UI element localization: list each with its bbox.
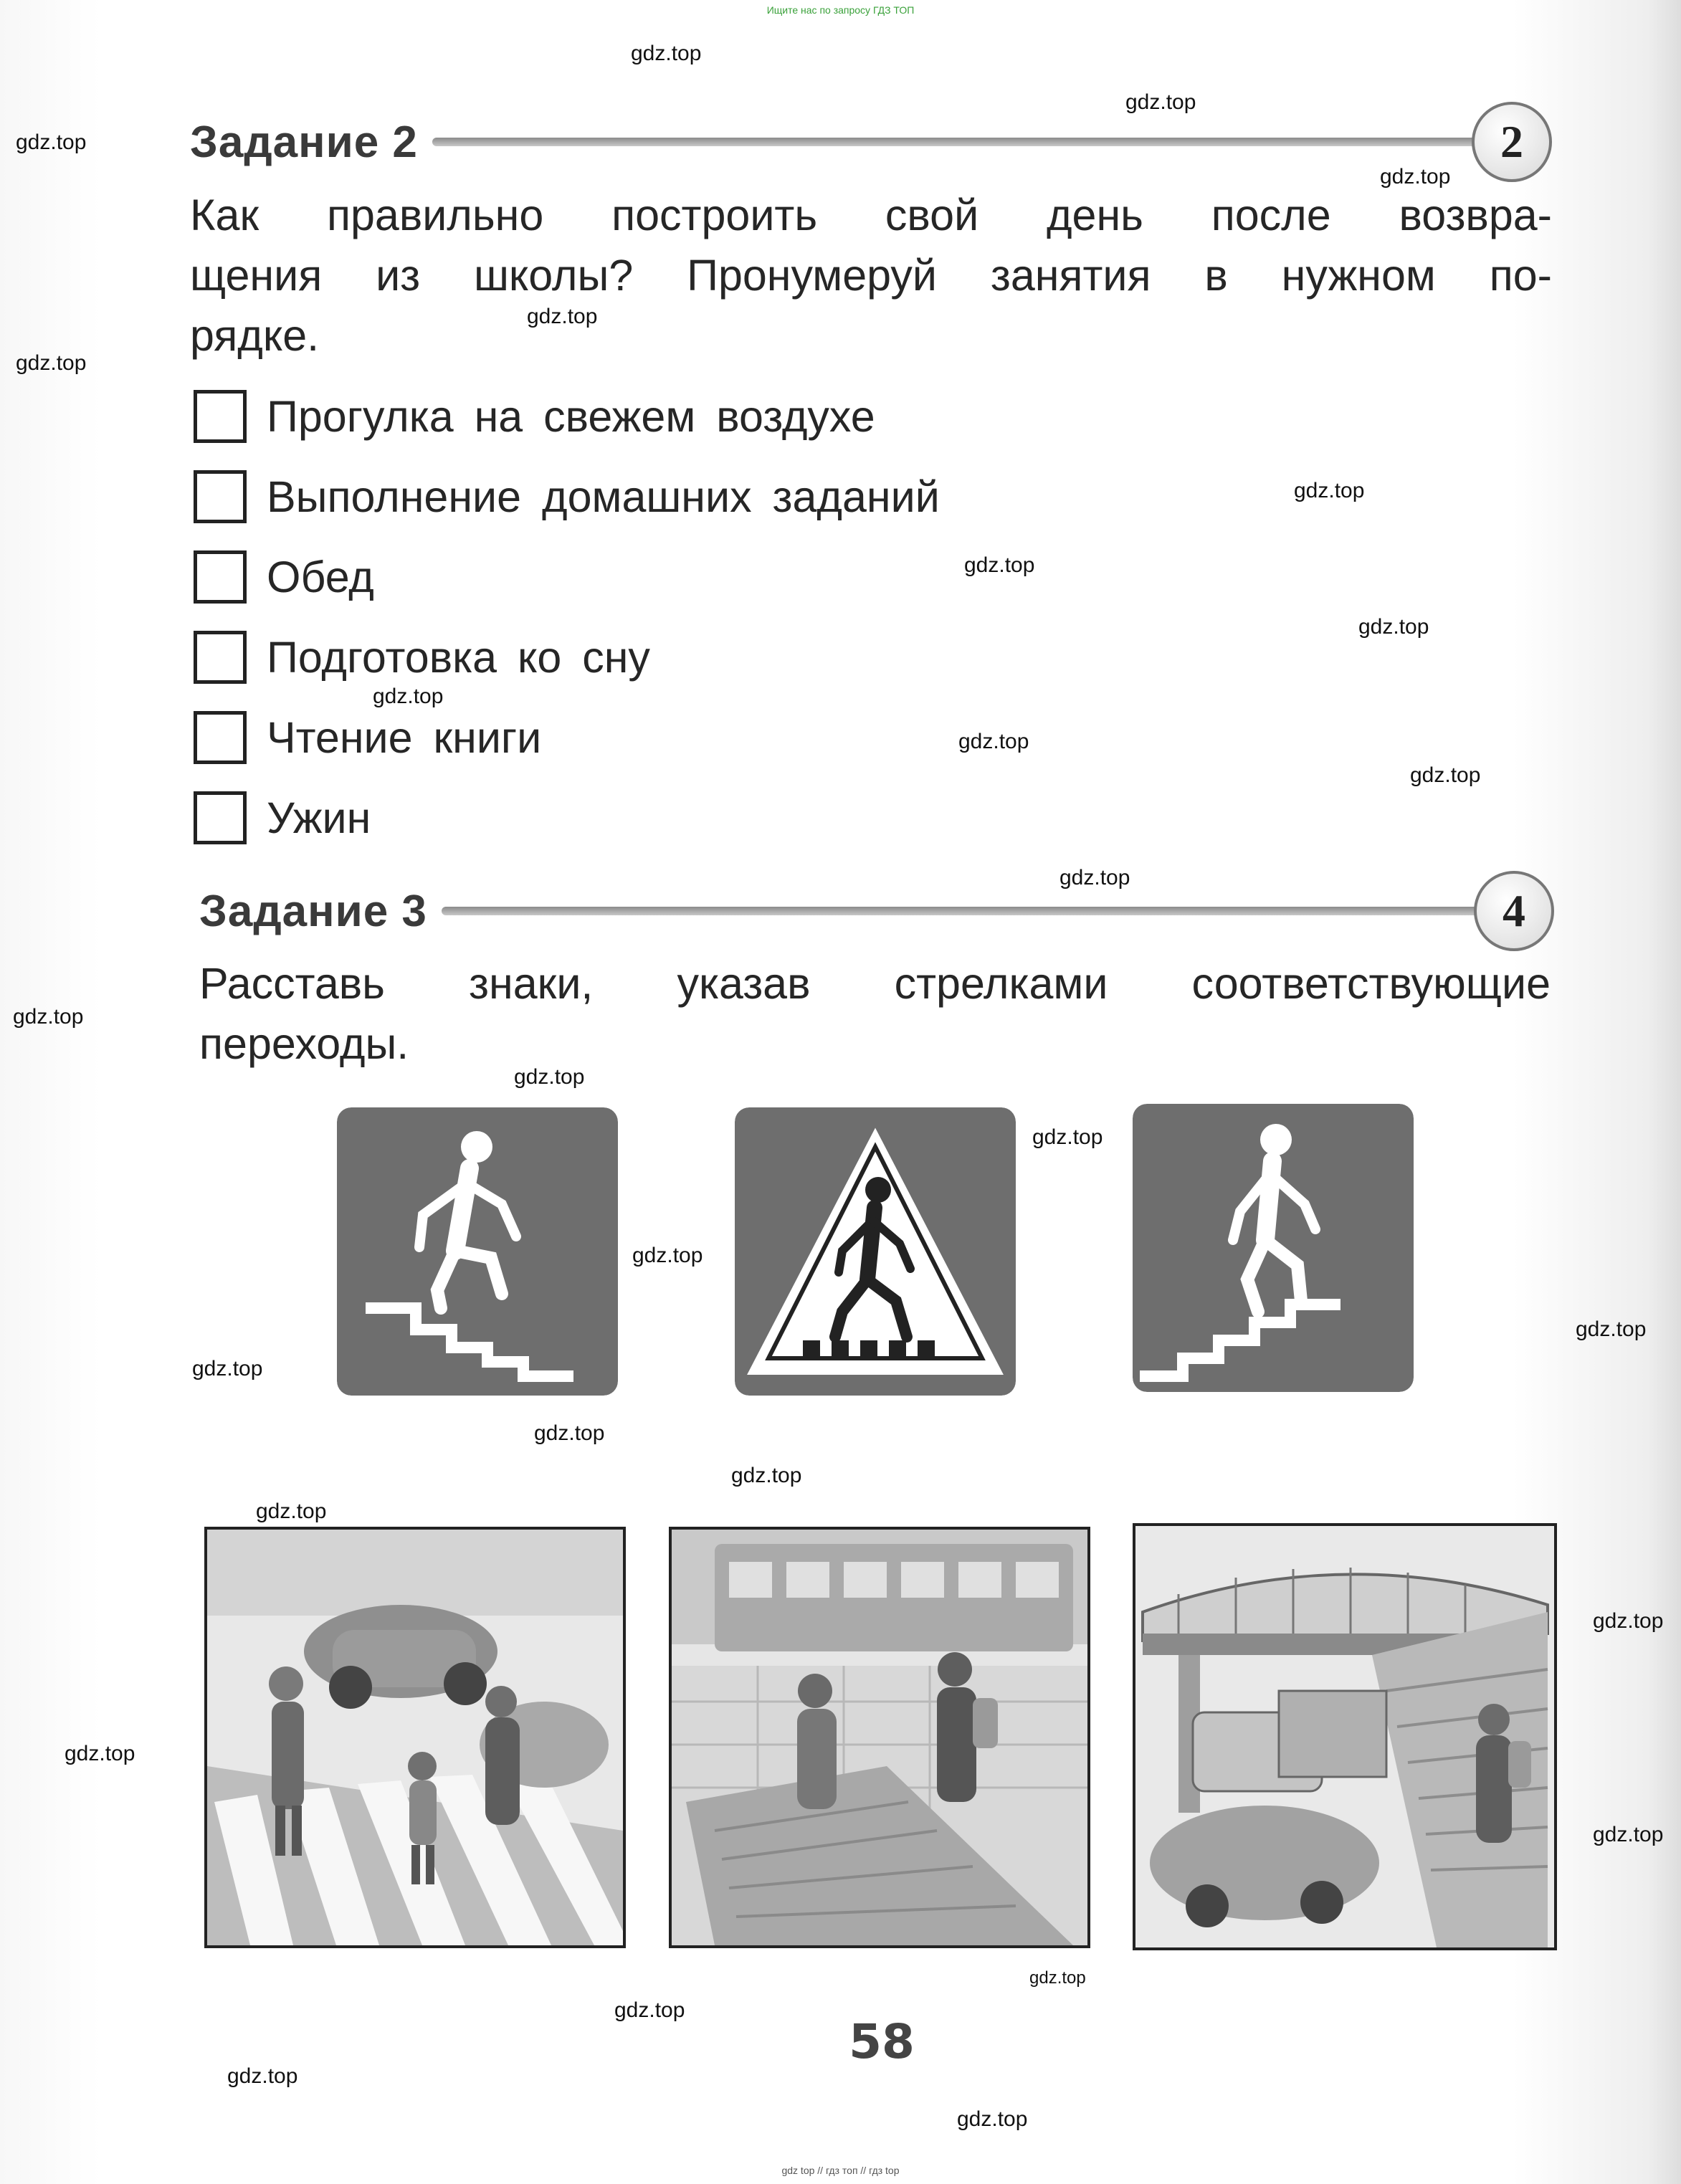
points-badge: 4 <box>1474 871 1554 951</box>
overhead-bridge-scene[interactable] <box>1133 1523 1557 1950</box>
checklist-item-label: Прогулка на свежем воздухе <box>267 392 875 441</box>
bottom-banner[interactable]: gdz top // гдз топ // гдз top <box>781 2165 900 2176</box>
checklist-item <box>194 617 940 697</box>
question-line: рядке. <box>190 311 320 360</box>
activity-checklist <box>194 376 940 858</box>
watermark: gdz.top <box>1125 90 1196 114</box>
watermark: gdz.top <box>16 130 87 154</box>
top-banner[interactable]: Ищите нас по запросу ГДЗ ТОП <box>766 4 915 16</box>
watermark: gdz.top <box>527 305 598 328</box>
overhead-crossing-sign-icon[interactable] <box>1133 1104 1414 1392</box>
watermark: gdz.top <box>534 1421 605 1445</box>
task-2-header <box>190 102 1552 182</box>
number-checkbox[interactable] <box>194 390 247 443</box>
watermark: gdz.top <box>1059 866 1130 890</box>
number-checkbox[interactable] <box>194 631 247 684</box>
checklist-item-label: Выполнение домашних заданий <box>267 472 940 521</box>
checklist-item-label: Подготовка ко сну <box>267 633 650 682</box>
pedestrian-crossing-sign-icon[interactable] <box>735 1107 1016 1396</box>
watermark: gdz.top <box>614 1998 685 2022</box>
page-number: 58 <box>849 2014 915 2069</box>
watermark: gdz.top <box>1294 479 1365 502</box>
number-checkbox[interactable] <box>194 550 247 604</box>
underground-passage-scene[interactable] <box>669 1527 1090 1948</box>
task-2-question <box>190 185 1552 366</box>
zebra-crossing-scene[interactable] <box>204 1527 626 1948</box>
question-line: Как правильно построить свой день после возвра- <box>190 191 1552 239</box>
divider <box>442 907 1478 915</box>
task-3-header <box>199 871 1554 951</box>
checklist-item-label: Ужин <box>267 793 371 842</box>
checklist-item <box>194 697 940 778</box>
watermark: gdz.top <box>192 1357 263 1381</box>
checklist-item-label: Чтение книги <box>267 713 542 762</box>
task-2-title: Задание 2 <box>190 117 418 167</box>
checklist-item <box>194 537 940 617</box>
watermark: gdz.top <box>1358 615 1429 639</box>
watermark: gdz.top <box>65 1742 135 1765</box>
checklist-item <box>194 778 940 858</box>
number-checkbox[interactable] <box>194 711 247 764</box>
watermark: gdz.top <box>958 730 1029 753</box>
watermark: gdz.top <box>1032 1125 1103 1149</box>
watermark: gdz.top <box>964 553 1035 577</box>
watermark: gdz.top <box>1380 165 1451 189</box>
watermark: gdz.top <box>256 1499 327 1523</box>
number-checkbox[interactable] <box>194 791 247 844</box>
watermark: gdz.top <box>1593 1609 1664 1633</box>
question-line: щения из школы? Пронумеруй занятия в нужном по- <box>190 251 1552 300</box>
watermark: gdz.top <box>631 42 702 65</box>
watermark: gdz.top <box>373 685 444 708</box>
divider <box>432 138 1476 146</box>
watermark: gdz.top <box>632 1244 703 1267</box>
watermark: gdz.top <box>514 1065 585 1089</box>
watermark: gdz.top <box>1593 1823 1664 1846</box>
question-line: Расставь знаки, указав стрелками соответствующие <box>199 959 1551 1008</box>
watermark: gdz.top <box>1410 763 1481 787</box>
task-3-title: Задание 3 <box>199 886 427 936</box>
watermark: gdz.top <box>1576 1317 1647 1341</box>
watermark: gdz.top <box>16 351 87 375</box>
number-checkbox[interactable] <box>194 470 247 523</box>
watermark: gdz.top <box>957 2107 1028 2131</box>
watermark: gdz.top <box>227 2064 298 2088</box>
question-line: переходы. <box>199 1019 409 1068</box>
checklist-item <box>194 457 940 537</box>
underground-crossing-sign-icon[interactable] <box>337 1107 618 1396</box>
watermark: gdz.top <box>13 1005 84 1029</box>
task-3-question <box>199 953 1551 1074</box>
checklist-item-label: Обед <box>267 553 374 601</box>
watermark: gdz.top <box>1029 1968 1086 1988</box>
points-badge: 2 <box>1472 102 1552 182</box>
checklist-item <box>194 376 940 457</box>
watermark: gdz.top <box>731 1464 802 1487</box>
